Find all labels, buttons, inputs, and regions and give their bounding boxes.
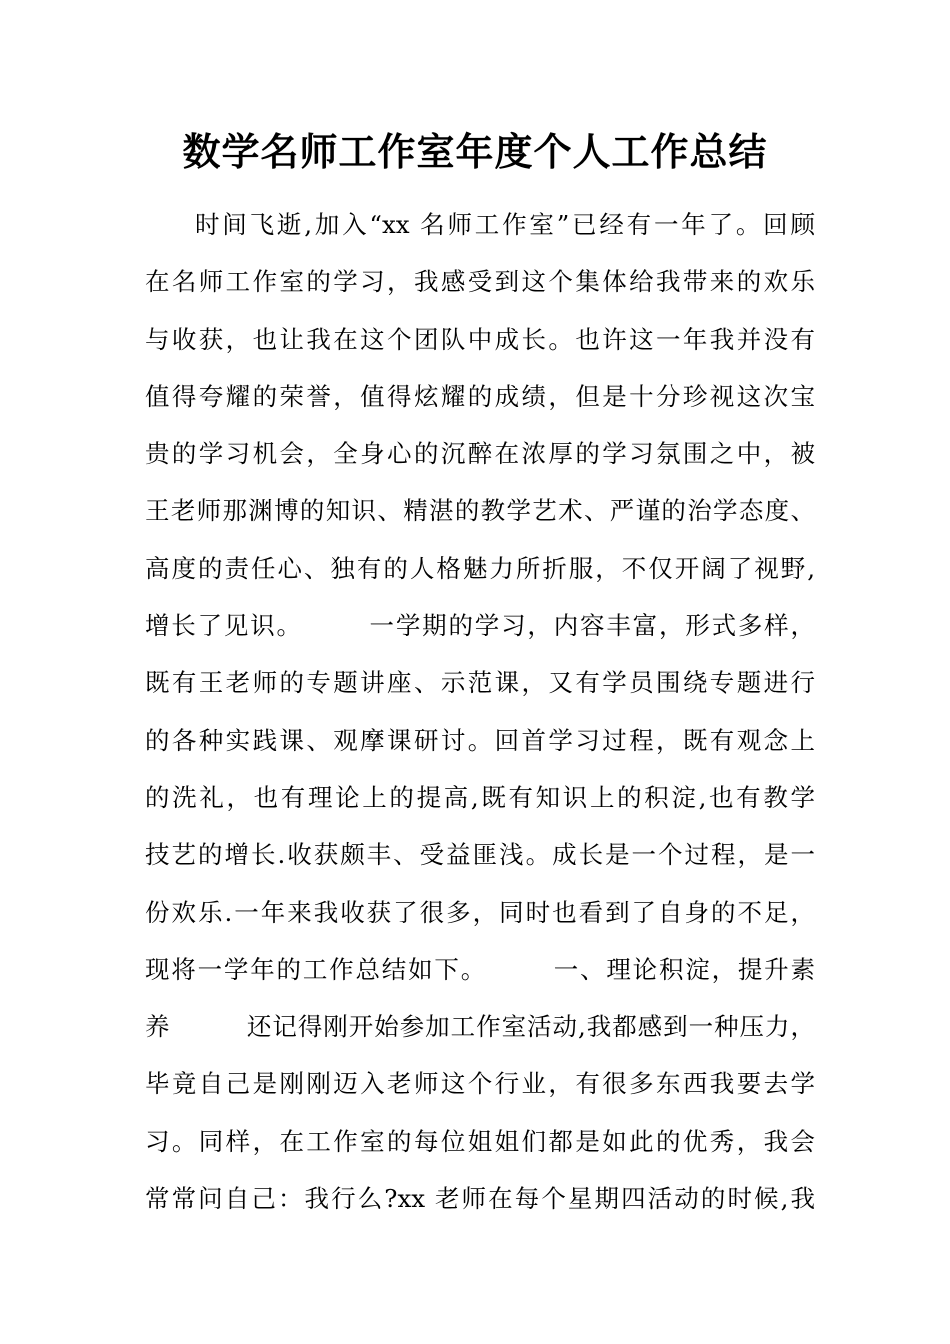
document-body <box>145 196 815 1227</box>
paragraph-line: 常常问自己：我行么?xx 老师在每个星期四活动的时候,我 <box>145 1184 815 1214</box>
paragraph-line: 时间飞逝,加入“xx 名师工作室”已经有一年了。回顾 <box>195 210 815 239</box>
paragraph-line: 毕竟自己是刚刚迈入老师这个行业，有很多东西我要去学 <box>145 1069 815 1099</box>
paragraph-line: 高度的责任心、独有的人格魅力所折服，不仅开阔了视野, <box>145 553 815 583</box>
paragraph-line: 王老师那渊博的知识、精湛的教学艺术、严谨的治学态度、 <box>145 496 815 526</box>
paragraph-line: 值得夸耀的荣誉，值得炫耀的成绩，但是十分珍视这次宝 <box>145 381 815 411</box>
paragraph-line: 养 还记得刚开始参加工作室活动,我都感到一种压力， <box>145 1012 815 1042</box>
paragraph-line: 与收获，也让我在这个团队中成长。也许这一年我并没有 <box>145 324 815 354</box>
paragraph-line: 习。同样，在工作室的每位姐姐们都是如此的优秀，我会 <box>145 1126 815 1156</box>
paragraph-line: 份欢乐.一年来我收获了很多，同时也看到了自身的不足， <box>145 897 815 927</box>
paragraph-line: 增长了见识。 一学期的学习，内容丰富，形式多样， <box>145 611 815 641</box>
paragraph-line: 的各种实践课、观摩课研讨。回首学习过程，既有观念上 <box>145 725 815 755</box>
paragraph-line: 的洗礼，也有理论上的提高,既有知识上的积淀,也有教学 <box>145 782 815 812</box>
document-title: 数学名师工作室年度个人工作总结 <box>182 129 768 174</box>
paragraph-line: 技艺的增长.收获颇丰、受益匪浅。成长是一个过程，是一 <box>145 840 815 870</box>
paragraph-line: 既有王老师的专题讲座、示范课，又有学员围绕专题进行 <box>145 668 815 698</box>
paragraph-line: 贵的学习机会，全身心的沉醉在浓厚的学习氛围之中，被 <box>145 439 815 469</box>
paragraph-line: 现将一学年的工作总结如下。 一、理论积淀，提升素 <box>145 954 815 984</box>
paragraph-line: 在名师工作室的学习，我感受到这个集体给我带来的欢乐 <box>145 267 815 297</box>
